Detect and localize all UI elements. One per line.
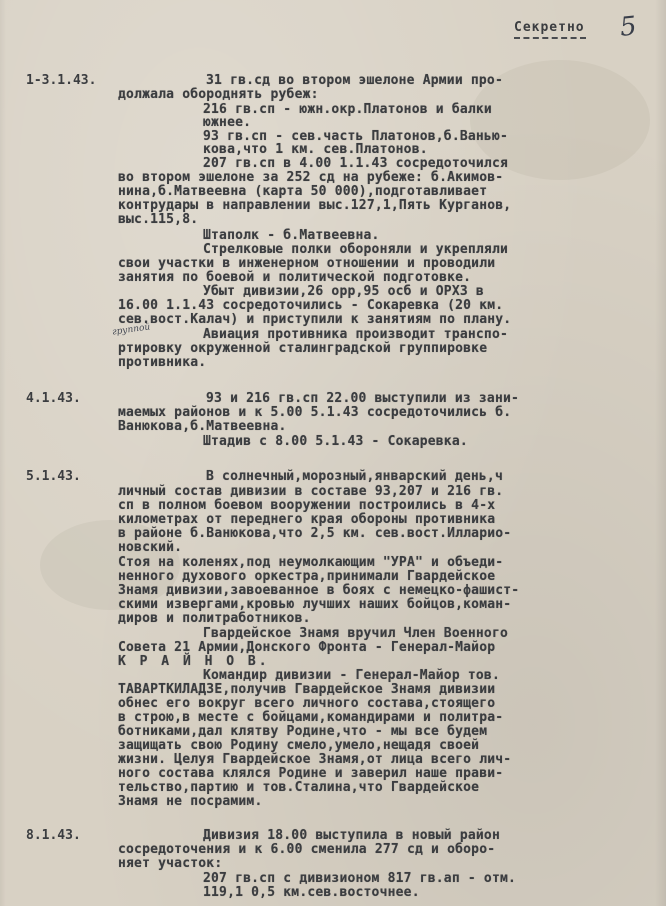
entry-line: контрудары в направлении выс.127,1,Пять Курганов,	[118, 198, 512, 213]
entry-line: Штаполк - б.Матвеевна.	[203, 228, 380, 243]
entry-line: Знамя дивизии,завоеванное в боях с немецко-фашист-	[118, 583, 520, 598]
entry-line: во втором эшелоне за 252 сд на рубеже: б.Акимов-	[118, 170, 504, 185]
entry-line: Командир дивизии - Генерал-Майор тов.	[203, 668, 500, 683]
entry-date: 4.1.43.	[26, 391, 81, 406]
page-number: 5	[618, 11, 639, 43]
entry-line: сев.вост.Калач) и приступили к занятиям по плану.	[118, 312, 512, 327]
entry-line: 119,1 0,5 км.сев.восточнее.	[203, 885, 420, 900]
entry-date: 8.1.43.	[26, 828, 81, 843]
entry-line: К Р А Й Н О В.	[118, 654, 270, 669]
entry-line: свои участки в инженерном отношении и проводили	[118, 256, 496, 271]
entry-line: маемых районов и к 5.00 5.1.43 сосредоточились б.	[118, 405, 512, 420]
entry-line: южнее.	[203, 115, 252, 130]
entry-line: Знамя не посрамим.	[118, 794, 263, 809]
entry-line: Убыт дивизии,26 орр,95 осб и ОРХЗ в	[203, 284, 484, 299]
entry-line: Ванюкова,б.Матвеевна.	[118, 419, 287, 434]
entry-line: тельство,партию и тов.Сталина,что Гвардейское	[118, 780, 480, 795]
entry-line: обнес его вокруг всего личного состава,стоящего	[118, 696, 496, 711]
entry-line: Стрелковые полки обороняли и укрепляли	[203, 242, 509, 257]
entry-line: няет участок:	[118, 856, 223, 871]
entry-line: Гвардейское Знамя вручил Член Военного	[203, 626, 509, 641]
entry-line: 16.00 1.1.43 сосредоточились - Сокаревка (20 км.	[118, 298, 504, 313]
entry-line: 31 гв.сд во втором эшелоне Армии про-	[206, 73, 503, 88]
entry-line: выс.115,8.	[118, 212, 199, 227]
entry-line: новский.	[118, 540, 183, 555]
entry-line: ртировку окруженной сталинградской группировке	[118, 341, 488, 356]
entry-line: километрах от переднего края обороны противника	[118, 512, 496, 527]
entry-line: Дивизия 18.00 выступила в новый район	[203, 828, 500, 843]
entry-line: Штадив с 8.00 5.1.43 - Сокаревка.	[203, 434, 468, 449]
entry-line: защищать свою Родину смело,умело,нещадя своей	[118, 738, 480, 753]
handwritten-margin-note: группой	[111, 322, 151, 338]
entry-line: Стоя на коленях,под неумолкающим "УРА" и объеди-	[118, 555, 504, 570]
entry-line: диров и политработников.	[118, 611, 311, 626]
entry-line: сосредоточения и к 6.00 сменила 277 сд и оборо-	[118, 842, 496, 857]
entry-line: 207 гв.сп в 4.00 1.1.43 сосредоточился	[203, 156, 509, 171]
entry-date: 1-3.1.43.	[26, 73, 97, 88]
entry-line: кова,что 1 км. сев.Платонов.	[203, 142, 428, 157]
secret-label: Секретно	[514, 20, 585, 35]
entry-line: ного состава клялся Родине и заверил наше прави-	[118, 766, 504, 781]
entry-date: 5.1.43.	[26, 469, 81, 484]
entry-line: 93 и 216 гв.сп 22.00 выступили из зани-	[206, 391, 520, 406]
entry-line: противника.	[118, 355, 207, 370]
entry-line: 93 гв.сп - сев.часть Платонов,б.Ванью-	[203, 129, 509, 144]
secret-underline	[514, 37, 586, 39]
entry-line: ботниками,дал клятву Родине,что - мы все будем	[118, 724, 488, 739]
entry-line: 216 гв.сп - южн.окр.Платонов и балки	[203, 102, 492, 117]
entry-line: 207 гв.сп с дивизионом 817 гв.ап - отм.	[203, 871, 517, 886]
entry-line: сп в полном боевом вооружении построились в 4-х	[118, 498, 496, 513]
entry-line: ТАВАРТКИЛАДЗЕ,получив Гвардейское Знамя дивизии	[118, 682, 496, 697]
entry-line: должала обороднять рубеж:	[118, 87, 319, 102]
entry-line: Авиация противника производит транспо-	[203, 327, 509, 342]
entry-line: занятия по боевой и политической подготовке.	[118, 270, 472, 285]
entry-line: в районе б.Ванюкова,что 2,5 км. сев.вост.Илларио-	[118, 526, 512, 541]
entry-line: нина,б.Матвеевна (карта 50 000),подготавливает	[118, 184, 488, 199]
entry-line: скими извергами,кровью лучших наших бойцов,коман-	[118, 597, 512, 612]
entry-line: ненного духового оркестра,принимали Гвардейское	[118, 569, 496, 584]
entry-line: жизни. Целуя Гвардейское Знамя,от лица всего лич-	[118, 752, 512, 767]
entry-line: Совета 21 Армии,Донского Фронта - Генерал-Майор	[118, 640, 496, 655]
entry-line: личный состав дивизии в составе 93,207 и 216 гв.	[118, 484, 504, 499]
entry-line: в строю,в месте с бойцами,командирами и политра-	[118, 710, 504, 725]
entry-line: В солнечный,морозный,январский день,ч	[206, 469, 503, 484]
